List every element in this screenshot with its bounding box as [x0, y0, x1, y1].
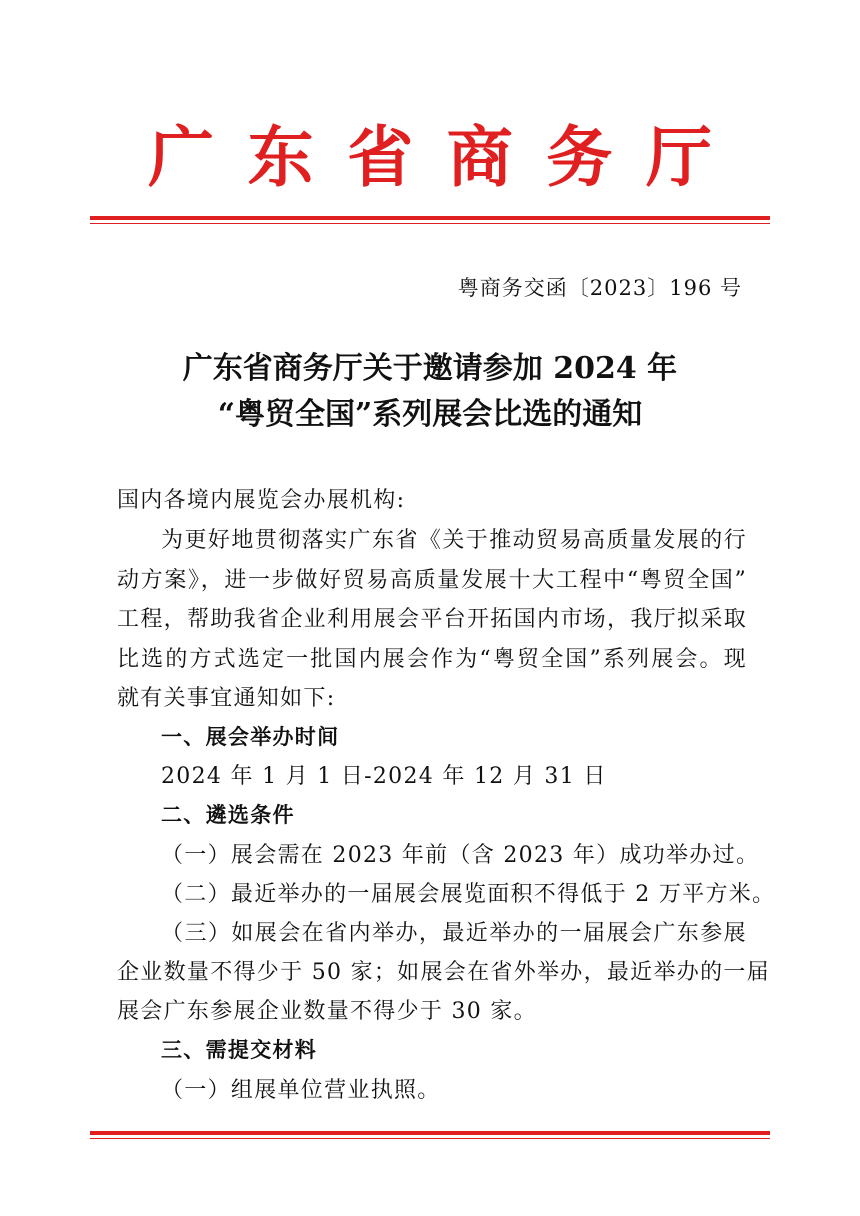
masthead-char: 厅: [645, 118, 712, 196]
section-heading: 二、遴选条件: [161, 803, 295, 827]
condition-item: （一）展会需在 2023 年前（含 2023 年）成功举办过。: [161, 843, 760, 868]
section-heading: 一、展会举办时间: [161, 725, 340, 749]
document-title-line-2: “粤贸全国”系列展会比选的通知: [217, 397, 643, 432]
paragraph-line: 为更好地贯彻落实广东省《关于推动贸易高质量发展的行: [161, 528, 747, 553]
masthead-char: 务: [546, 118, 613, 196]
condition-item-continued: 企业数量不得少于 50 家；如展会在省外举办，最近举办的一届: [117, 960, 770, 985]
condition-item: （三）如展会在省内举办，最近举办的一届展会广东参展: [161, 921, 747, 946]
condition-item-continued: 展会广东参展企业数量不得少于 30 家。: [117, 999, 537, 1024]
paragraph-line: 就有关事宜通知如下:: [117, 686, 336, 711]
section-text: 2024 年 1 月 1 日-2024 年 12 月 31 日: [161, 764, 607, 789]
document-number: 粤商务交函〔2023〕196 号: [457, 276, 742, 300]
footer-divider: [90, 1131, 770, 1139]
document-title-line-1: 广东省商务厅关于邀请参加 2024 年: [182, 351, 678, 386]
masthead-char: 商: [446, 118, 513, 196]
masthead-char: 东: [247, 118, 314, 196]
condition-item: （二）最近举办的一届展会展览面积不得低于 2 万平方米。: [161, 882, 776, 907]
section-heading: 三、需提交材料: [161, 1038, 318, 1062]
paragraph-line: 比选的方式选定一批国内展会作为“粤贸全国”系列展会。现: [117, 647, 747, 672]
material-item: （一）组展单位营业执照。: [161, 1078, 441, 1103]
masthead-char: 省: [347, 118, 414, 196]
paragraph-line: 动方案》，进一步做好贸易高质量发展十大工程中“粤贸全国”: [117, 568, 747, 593]
masthead-title: [90, 112, 770, 202]
header-divider: [90, 216, 770, 224]
addressee: 国内各境内展览会办展机构:: [117, 488, 406, 513]
masthead-char: 广: [148, 118, 214, 196]
paragraph-line: 工程，帮助我省企业利用展会平台开拓国内市场，我厅拟采取: [117, 607, 747, 632]
